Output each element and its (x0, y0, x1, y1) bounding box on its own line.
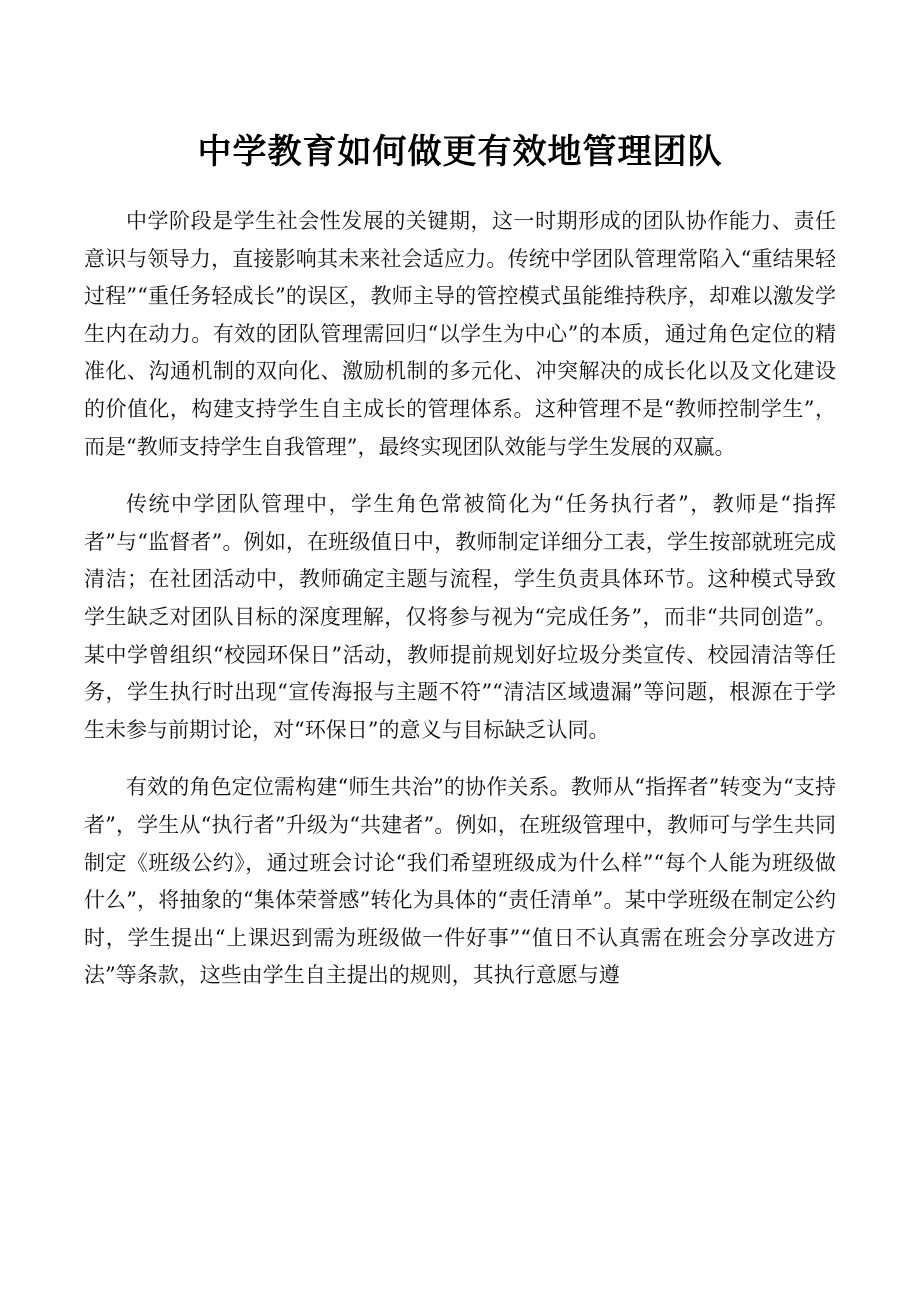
paragraph-1: 中学阶段是学生社会性发展的关键期，这一时期形成的团队协作能力、责任意识与领导力，直接影响其未来社会适应力。传统中学团队管理常陷入“重结果轻过程”“重任务轻成长”的误区，教师主导的管控模式虽能维持秩序，却难以激发学生内在动力。有效的团队管理需回归“以学生为中心”的本质，通过角色定位的精准化、沟通机制的双向化、激励机制的多元化、冲突解决的成长化以及文化建设的价值化，构建支持学生自主成长的管理体系。这种管理不是“教师控制学生”，而是“教师支持学生自我管理”，最终实现团队效能与学生发展的双赢。 (84, 209, 836, 459)
document-title: 中学教育如何做更有效地管理团队 (197, 132, 723, 172)
paragraph-2: 传统中学团队管理中，学生角色常被简化为“任务执行者”，教师是“指挥者”与“监督者”。例如，在班级值日中，教师制定详细分工表，学生按部就班完成清洁；在社团活动中，教师确定主题与流程，学生负责具体环节。这种模式导致学生缺乏对团队目标的深度理解，仅将参与视为“完成任务”，而非“共同创造”。某中学曾组织“校园环保日”活动，教师提前规划好垃圾分类宣传、校园清洁等任务，学生执行时出现“宣传海报与主题不符”“清洁区域遗漏”等问题，根源在于学生未参与前期讨论，对“环保日”的意义与目标缺乏认同。 (84, 492, 836, 742)
document-body (84, 203, 836, 995)
paragraph-3: 有效的角色定位需构建“师生共治”的协作关系。教师从“指挥者”转变为“支持者”，学生从“执行者”升级为“共建者”。例如，在班级管理中，教师可与学生共同制定《班级公约》，通过班会讨论“我们希望班级成为什么样”“每个人能为班级做什么”，将抽象的“集体荣誉感”转化为具体的“责任清单”。某中学班级在制定公约时，学生提出“上课迟到需为班级做一件好事”“值日不认真需在班会分享改进方法”等条款，这些由学生自主提出的规则，其执行意愿与遵 (84, 775, 836, 988)
